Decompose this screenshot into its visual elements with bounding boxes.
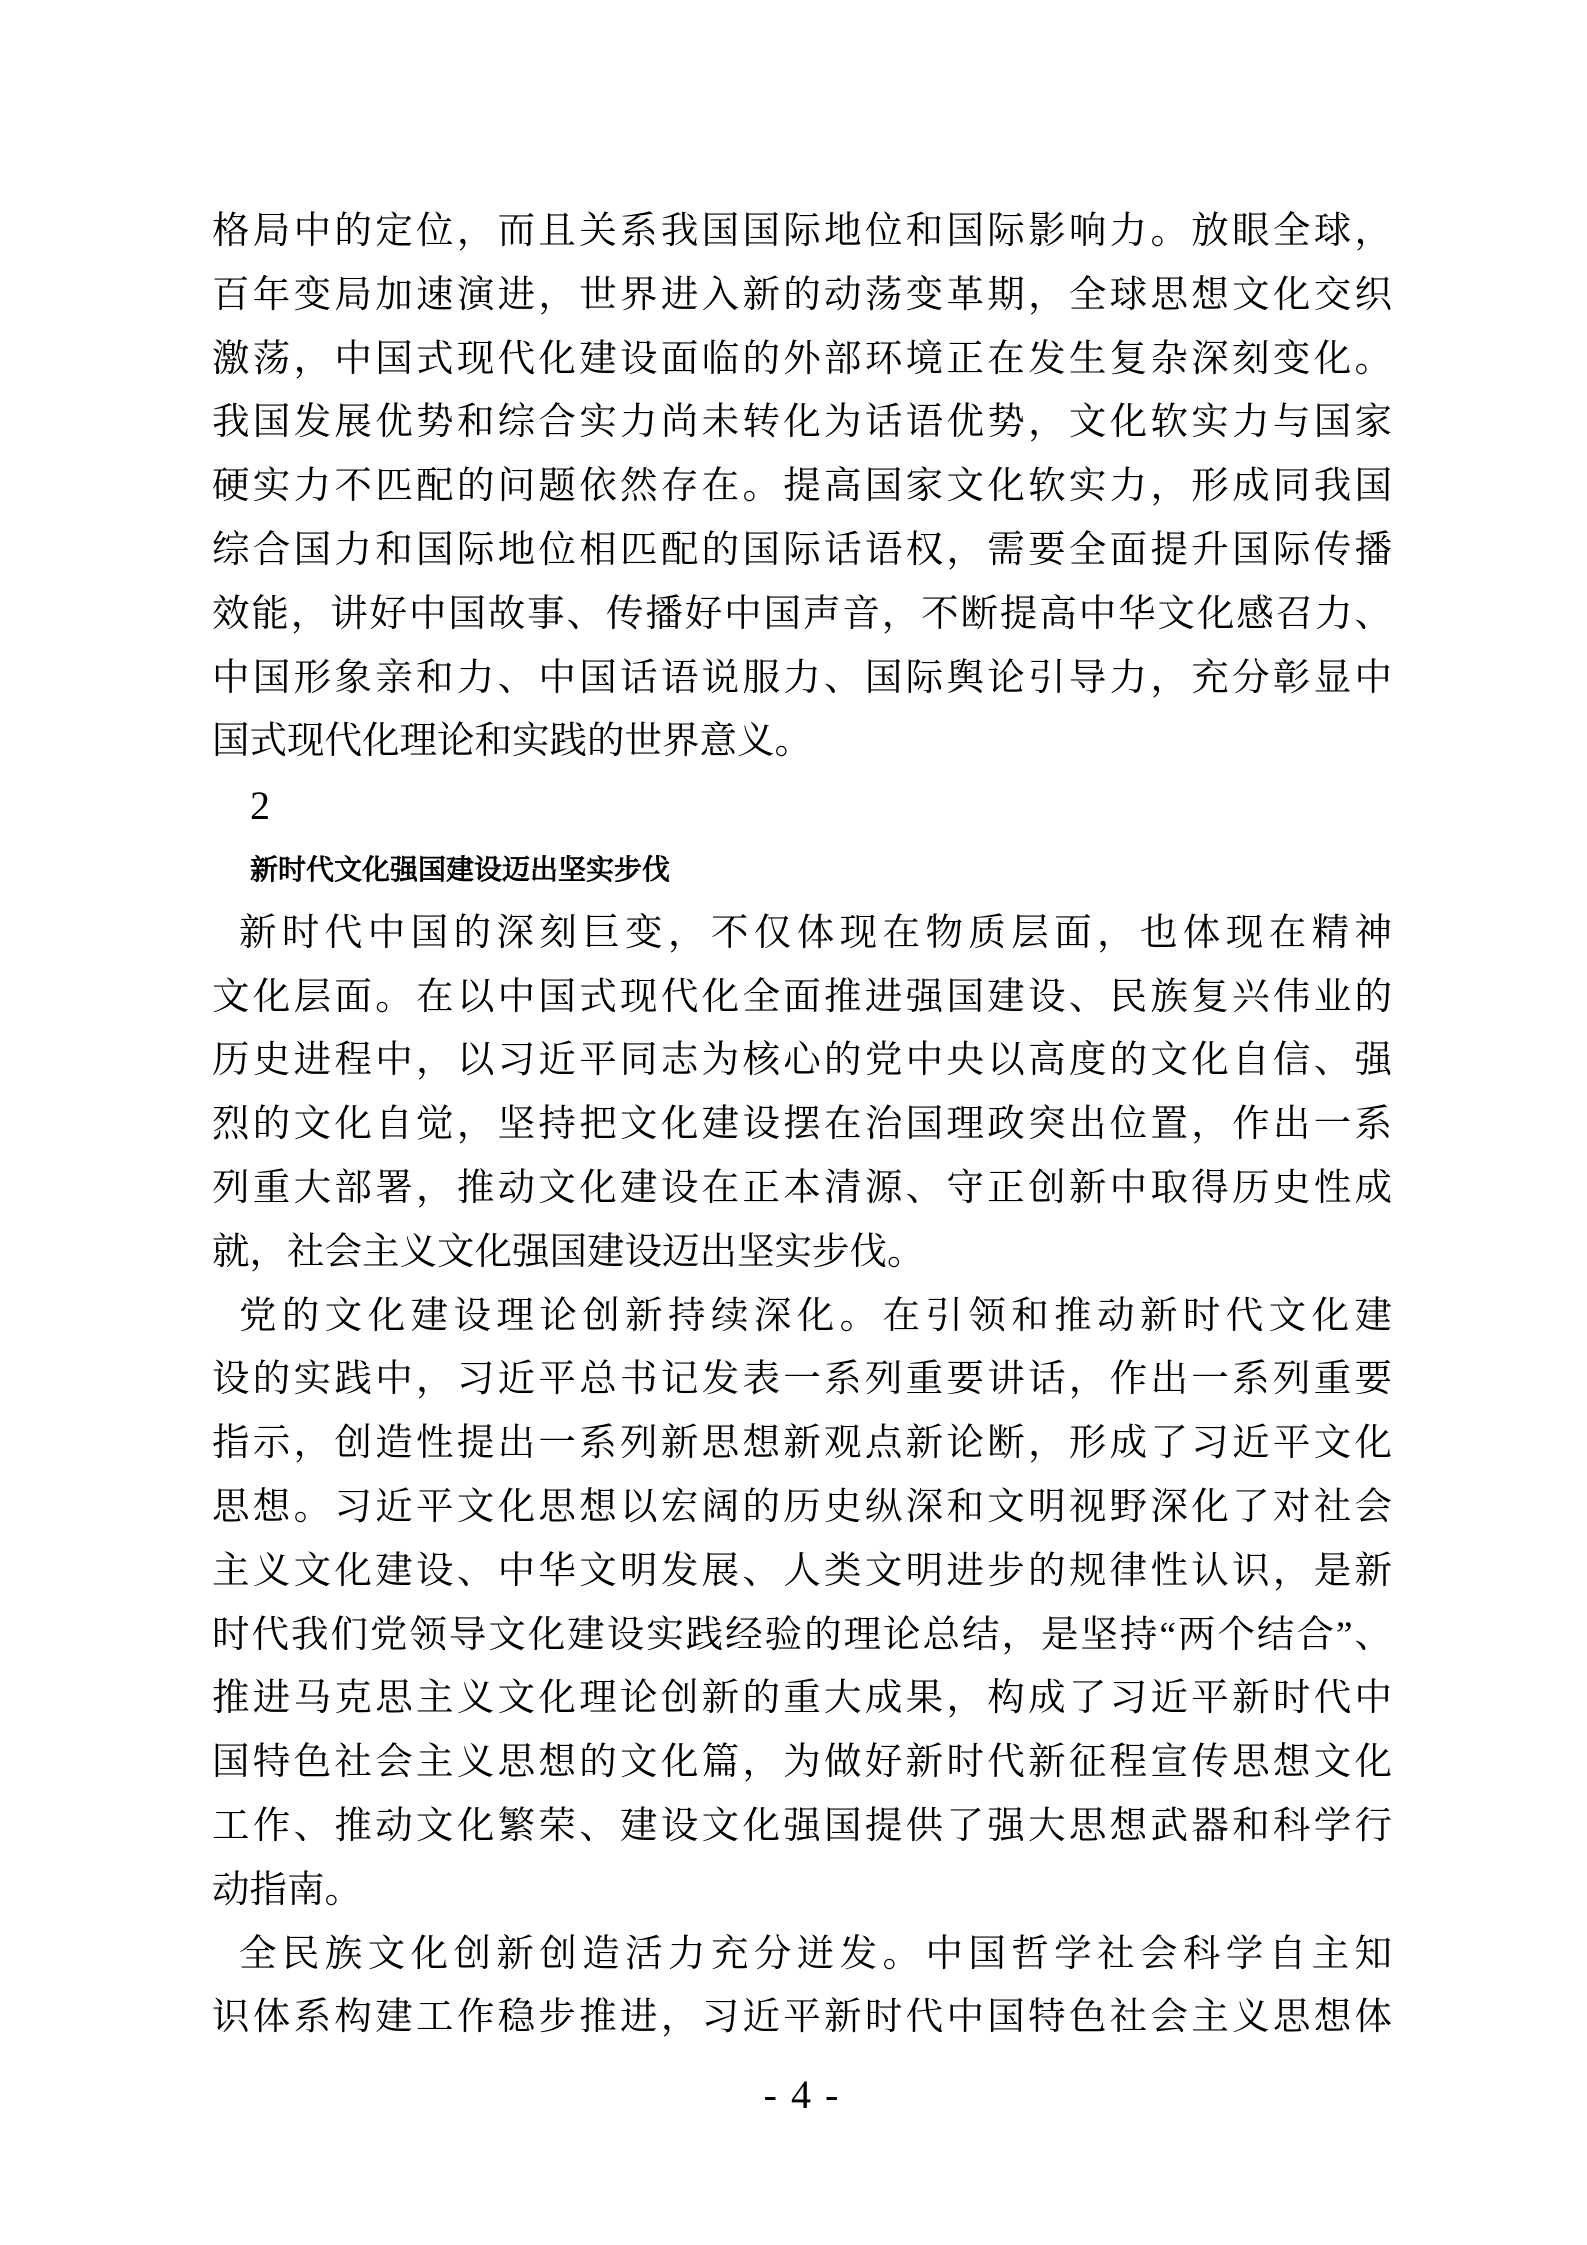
text-line: 推进马克思主义文化理论创新的重大成果，构成了习近平新时代中 [212, 1678, 1392, 1720]
text-line: 格局中的定位，而且关系我国国际地位和国际影响力。放眼全球， [212, 211, 1392, 252]
text-line: 激荡，中国式现代化建设面临的外部环境正在发生复杂深刻变化。 [212, 338, 1392, 380]
text-line: 时代我们党领导文化建设实践经验的理论总结，是坚持“两个结合”、 [212, 1614, 1392, 1656]
text-line: 烈的文化自觉，坚持把文化建设摆在治国理政突出位置，作出一系 [212, 1104, 1392, 1146]
text-line: 效能，讲好中国故事、传播好中国声音，不断提高中华文化感召力、 [212, 593, 1392, 635]
text-line: 国式现代化理论和实践的世界意义。 [212, 721, 812, 763]
text-line: 全民族文化创新创造活力充分迸发。中国哲学社会科学自主知 [239, 1933, 1392, 1975]
section-heading: 新时代文化强国建设迈出坚实步伐 [250, 853, 671, 885]
text-line: 主义文化建设、中华文明发展、人类文明进步的规律性认识，是新 [212, 1550, 1392, 1592]
text-line: 中国形象亲和力、中国话语说服力、国际舆论引导力，充分彰显中 [212, 657, 1392, 699]
page-number: - 4 - [763, 2072, 841, 2117]
text-line: 党的文化建设理论创新持续深化。在引领和推动新时代文化建 [239, 1295, 1392, 1337]
section-number: 2 [250, 783, 270, 829]
text-line: 指示，创造性提出一系列新思想新观点新论断，形成了习近平文化 [212, 1423, 1392, 1465]
text-line: 思想。习近平文化思想以宏阔的历史纵深和文明视野深化了对社会 [212, 1486, 1392, 1528]
text-line: 设的实践中，习近平总书记发表一系列重要讲话，作出一系列重要 [212, 1359, 1392, 1401]
text-line: 动指南。 [212, 1869, 362, 1911]
text-line: 百年变局加速演进，世界进入新的动荡变革期，全球思想文化交织 [212, 274, 1392, 316]
text-line: 历史进程中，以习近平同志为核心的党中央以高度的文化自信、强 [212, 1040, 1392, 1082]
text-line: 就，社会主义文化强国建设迈出坚实步伐。 [212, 1231, 925, 1273]
text-line: 综合国力和国际地位相匹配的国际话语权，需要全面提升国际传播 [212, 529, 1392, 571]
text-line: 文化层面。在以中国式现代化全面推进强国建设、民族复兴伟业的 [212, 976, 1392, 1018]
text-line: 工作、推动文化繁荣、建设文化强国提供了强大思想武器和科学行 [212, 1805, 1392, 1847]
text-line: 识体系构建工作稳步推进，习近平新时代中国特色社会主义思想体 [212, 1997, 1392, 2039]
text-line: 硬实力不匹配的问题依然存在。提高国家文化软实力，形成同我国 [212, 466, 1392, 508]
text-line: 列重大部署，推动文化建设在正本清源、守正创新中取得历史性成 [212, 1167, 1392, 1209]
text-line: 新时代中国的深刻巨变，不仅体现在物质层面，也体现在精神 [239, 912, 1392, 954]
text-line: 国特色社会主义思想的文化篇，为做好新时代新征程宣传思想文化 [212, 1742, 1392, 1784]
text-line: 我国发展优势和综合实力尚未转化为话语优势，文化软实力与国家 [212, 402, 1392, 444]
document-text-block [212, 200, 1392, 2050]
